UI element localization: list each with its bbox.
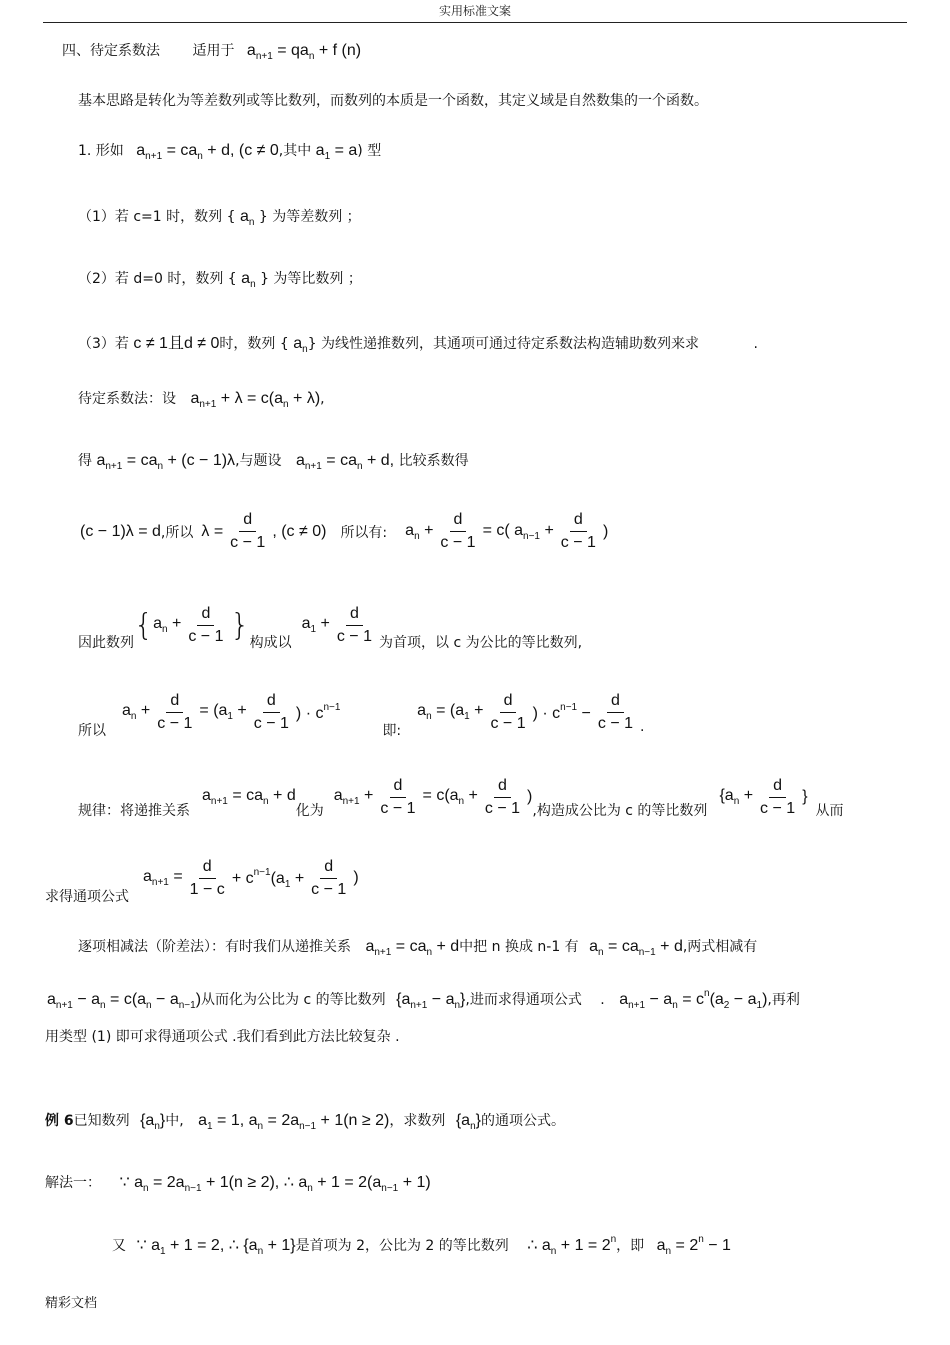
rule-frac-2: [481, 778, 524, 817]
solution-2-formula-3: $a_n = 2^n - 1$: [656, 1234, 731, 1257]
frac-numerator: d: [769, 778, 786, 798]
general-line: [45, 850, 359, 906]
case-2-suffix: } 为等比数列 ；: [260, 271, 362, 287]
page-footer: 精彩文档: [45, 1296, 98, 1311]
lambda-eq: (c − 1)λ = d: [80, 522, 161, 540]
solution-2-line: [112, 1234, 731, 1257]
diff-rec: $a_{n+1} = ca_n + d$: [365, 938, 460, 958]
therefore-frac: [184, 606, 227, 645]
frac-numerator: d: [450, 512, 467, 532]
diff-rec-2: $a_n = ca_{n-1} + d$: [589, 938, 683, 958]
rule-set-close: }: [802, 788, 808, 805]
rule-prefix: 规律：将递推关系: [78, 803, 190, 819]
sofar-frac-1: [153, 693, 196, 732]
rule-mid: ,构造成公比为 c 的等比数列: [532, 803, 708, 819]
frac-numerator: d: [607, 693, 624, 713]
derive-given: $a_{n+1} = ca_n + d$,: [295, 452, 395, 472]
frac-numerator: d: [346, 606, 363, 626]
diff-text-5: ,进而求得通项公式: [465, 992, 582, 1008]
general-tail: + $c^{n-1}(a_1$ +: [231, 866, 305, 890]
lambda-frac: [226, 512, 269, 551]
item-1-prefix: 1. 形如: [78, 143, 124, 159]
diff-text-1: ：有时我们从递推关系: [211, 939, 351, 955]
rule-rec: $a_{n+1} = ca_n + d$: [202, 787, 296, 807]
example-label: 例 6: [45, 1113, 74, 1129]
derive-prefix: 得: [78, 453, 92, 469]
solution-1-label: 解法一：: [45, 1175, 101, 1191]
therefore-first: $a_1$ +: [301, 615, 330, 635]
rel-end: ): [602, 522, 609, 540]
sofar-end: .: [640, 719, 645, 735]
page-header: 实用标准文案: [438, 4, 511, 18]
sofar-frac-4: [594, 693, 637, 732]
rule-line: [78, 774, 844, 820]
case-1: [78, 206, 361, 228]
case-1-sym: $a_n$: [239, 208, 255, 228]
frac-denominator: c − 1: [560, 534, 596, 551]
frac-denominator: c − 1: [157, 714, 193, 732]
frac-denominator: c − 1: [380, 799, 416, 817]
solution-2-text-1: 是首项为 2，公比为 2 的等比数列: [295, 1238, 509, 1254]
diff-label: 逐项相减法（阶差法）: [78, 939, 211, 955]
diff-text-6: ,再利: [767, 992, 800, 1008]
frac-numerator: d: [500, 693, 517, 713]
brace-close: }: [230, 607, 250, 643]
lambda-thus: 所以有:: [340, 524, 388, 541]
diff-line-2: [47, 988, 800, 1011]
frac-denominator: c − 1: [188, 627, 224, 645]
diff-set: $\{a_{n+1} - a_n\}$: [396, 991, 466, 1011]
example-text-1: 已知数列: [73, 1113, 130, 1129]
diff-text-3: ,两式相减有: [682, 939, 758, 955]
sofar-line: [78, 684, 645, 740]
item-1-mid: ,其中: [278, 143, 312, 159]
rel-lhs: $a_n$ +: [405, 521, 434, 542]
setup-end: ,: [320, 391, 325, 407]
sofar-ie: 即:: [382, 723, 402, 739]
therefore-form: $a_n$ +: [153, 615, 182, 635]
example-set-2: $\{a_n\}$: [455, 1112, 481, 1132]
case-2: [78, 268, 362, 290]
sofar-frac-2: [250, 693, 293, 732]
rule-set: {$a_n$ +: [719, 787, 754, 807]
frac-denominator: c − 1: [336, 627, 372, 645]
item-1-formula: $a_{n+1} = ca_n + d$, (c ≠ 0: [136, 142, 279, 162]
section-title-line: [62, 40, 361, 62]
general-frac-1: [186, 859, 229, 898]
therefore-suffix: 为首项，以 c 为公比的等比数列,: [379, 635, 583, 651]
rule-trans-r: ): [527, 788, 533, 805]
example-text-3: ，求数列: [389, 1113, 446, 1129]
solution-1-line: [45, 1172, 431, 1194]
therefore-prefix: 因此数列: [78, 635, 134, 651]
solution-2-prefix: 又: [112, 1238, 126, 1254]
case-2-prefix: （2）若 d=0 时，数列 {: [78, 271, 237, 287]
case-3-suffix: } 为线性递推数列，其通项可通过待定系数法构造辅助数列来求: [307, 336, 700, 352]
frac-numerator: d: [199, 859, 216, 879]
diff-dot: .: [600, 992, 605, 1008]
frac-numerator: d: [320, 859, 337, 879]
diff-text-4: 从而化为公比为 c 的等比数列: [201, 992, 386, 1008]
lambda-sym: λ =: [201, 522, 224, 540]
section-formula: $a_{n+1} = qa_n + f$ (n): [246, 42, 362, 62]
rel-frac-1: [436, 512, 479, 551]
rule-trans-l: $a_{n+1}$ +: [333, 787, 374, 807]
sofar-sol: $a_n = (a_1$ +: [417, 702, 484, 722]
setup-label: 待定系数法：设: [78, 391, 176, 407]
frac-numerator: d: [390, 778, 407, 798]
frac-denominator: c − 1: [597, 714, 634, 732]
case-3: [78, 330, 758, 355]
derive-formula: $a_{n+1} = ca_n + (c - 1)\lambda$: [96, 452, 236, 472]
general-close: ): [353, 869, 359, 886]
case-1-suffix: } 为等差数列 ；: [258, 209, 361, 225]
rel-frac-2: [557, 512, 600, 551]
intro-text: 基本思路是转化为等差数列或等比数列，而数列的本质是一个函数，其定义域是自然数集的一个函数。: [78, 93, 708, 109]
rule-trans-m: = $c(a_n$ +: [422, 787, 478, 807]
frac-numerator: d: [239, 512, 256, 532]
general-lhs: $a_{n+1}$ =: [143, 868, 183, 888]
frac-denominator: c − 1: [484, 799, 521, 817]
frac-numerator: d: [197, 606, 214, 626]
rule-frac-1: [376, 778, 419, 817]
case-3-prefix: （3）若: [78, 336, 129, 352]
sofar-lhs: $a_n$ +: [122, 702, 151, 722]
example-text-4: 的通项公式。: [480, 1113, 565, 1129]
sofar-eq: = ($a_1$ +: [199, 702, 247, 722]
case-3-end: .: [753, 336, 758, 352]
frac-denominator: c − 1: [230, 534, 266, 551]
setup-formula: $a_{n+1} + \lambda = c(a_n + \lambda)$: [190, 390, 321, 410]
item-1: [78, 140, 381, 162]
frac-denominator: c − 1: [490, 714, 526, 732]
derive-mid: ,与题设: [235, 453, 282, 469]
therefore-line: [78, 598, 582, 652]
sofar-sol-pow: ) · $c^{n-1}$ −: [532, 701, 591, 722]
sofar-prefix: 所以: [78, 723, 106, 739]
example-text-2: 中,: [165, 1113, 184, 1129]
applies-label: 适用于: [192, 43, 235, 59]
therefore-frac-2: [333, 606, 376, 645]
frac-numerator: d: [166, 693, 183, 713]
frac-denominator: c − 1: [311, 880, 347, 898]
brace-open: {: [134, 607, 154, 643]
frac-numerator: d: [494, 778, 511, 798]
frac-numerator: d: [570, 512, 587, 532]
item-1-suffix: ) 型: [357, 143, 382, 159]
diff-text-2: 中把 n 换成 n-1 有: [459, 939, 579, 955]
rel-eq: = c( $a_{n-1}$ +: [482, 521, 554, 542]
solution-2-formula-2: ∴ $a_n + 1 = 2^n$: [527, 1234, 617, 1257]
general-frac-2: [307, 859, 350, 898]
solution-2-text-2: ，即: [616, 1238, 645, 1254]
rule-to: 化为: [295, 803, 324, 819]
therefore-forms: 构成以: [249, 635, 292, 651]
frac-denominator: c − 1: [253, 714, 289, 732]
derive-line: [78, 450, 469, 472]
case-1-prefix: （1）若 c=1 时，数列 {: [78, 209, 236, 225]
general-prefix: 求得通项公式: [45, 889, 129, 905]
solution-2-formula-1: ∵ $a_1 + 1 = 2$, ∴ $\{a_n + 1\}$: [136, 1237, 296, 1257]
frac-denominator: c − 1: [760, 799, 796, 817]
frac-numerator: d: [263, 693, 280, 713]
frac-denominator: 1 − c: [189, 880, 225, 898]
example-line: [45, 1110, 565, 1132]
diff-eq-2: $a_{n+1} - a_n = c^n(a_2 - a_1)$: [619, 988, 768, 1011]
lambda-line: [80, 512, 608, 551]
example-given: $a_1 = 1$, $a_n = 2a_{n-1} + 1(n \ge 2)$: [198, 1112, 390, 1132]
lambda-so: ,所以: [160, 524, 194, 541]
header-rule: [43, 22, 907, 23]
derive-suffix: 比较系数得: [398, 453, 469, 469]
rule-frac-3: [756, 778, 799, 817]
case-3-mid: 时，数列 {: [219, 336, 289, 352]
diff-line-1: [78, 936, 757, 958]
sofar-pow: ) · $c^{n-1}$: [295, 701, 341, 722]
rule-tail: 从而: [815, 803, 844, 819]
sofar-frac-3: [486, 693, 529, 732]
frac-denominator: c − 1: [440, 534, 476, 551]
setup-line: [78, 388, 325, 410]
example-set: $\{a_n\}$: [140, 1112, 166, 1132]
case-3-sym: $a_n$: [293, 335, 308, 355]
diff-eq-1: $a_{n+1} - a_n = c(a_n - a_{n-1})$: [47, 991, 202, 1011]
section-title: 四、待定系数法: [62, 43, 160, 59]
case-3-cond: c ≠ 1且d ≠ 0: [133, 335, 220, 352]
lambda-cond: , (c ≠ 0): [272, 522, 327, 540]
case-2-sym: $a_n$: [241, 270, 256, 290]
solution-1-formula: ∵ $a_n = 2a_{n-1} + 1(n \ge 2)$, ∴ $a_n + 1 = 2(a_{n-1} + 1)$: [119, 1174, 431, 1194]
item-1-init: $a_1 = a$: [315, 142, 358, 162]
diff-line-3: 用类型 (1) 即可求得通项公式 .我们看到此方法比较复杂 .: [45, 1029, 400, 1045]
